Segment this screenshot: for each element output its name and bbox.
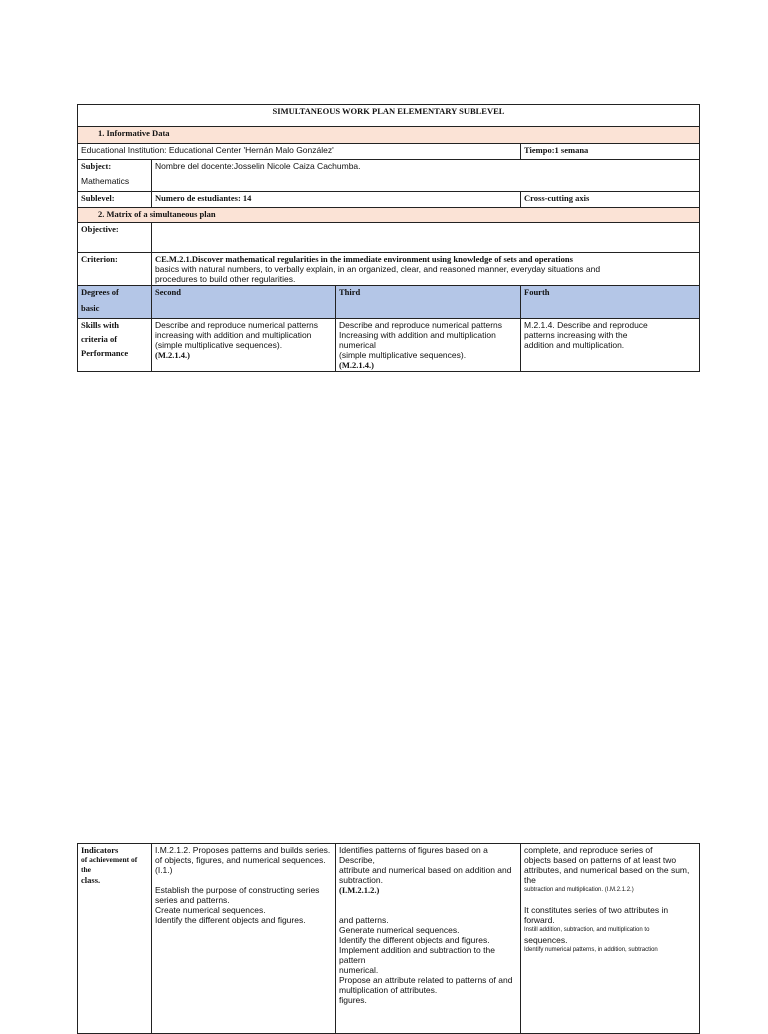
indicator-third-line: attribute and numerical based on addition and subtraction. (339, 865, 512, 885)
work-plan-table (77, 104, 700, 372)
indicator-second-line: of objects, figures, and numerical sequences. (155, 855, 326, 865)
indicators-label-2: of achievement of the (81, 855, 138, 874)
students-cell: Numero de estudiantes: 14 (152, 192, 521, 208)
indicator-third-code: (I.M.2.1.2.) (339, 885, 380, 895)
indicator-third-line: figures. (339, 995, 367, 1005)
indicator-third-cell (336, 844, 521, 1034)
indicators-label (78, 844, 152, 1034)
skill-third-code: (M.2.1.4.) (339, 360, 374, 370)
degrees-label-2: basic (81, 303, 100, 313)
criterion-line-2: basics with natural numbers, to verbally explain, in an organized, clear, and reasoned manner, everyday situations and (155, 264, 601, 274)
subject-value: Mathematics (81, 176, 130, 186)
skill-third-line: (simple multiplicative sequences). (339, 350, 467, 360)
indicator-second-cell (152, 844, 336, 1034)
indicator-third-line: Generate numerical sequences. (339, 925, 460, 935)
indicator-fourth-line: subtraction and multiplication. (I.M.2.1.2.) (524, 887, 634, 893)
objective-label: Objective: (78, 223, 152, 253)
criterion-line-3: procedures to build other regularities. (155, 274, 296, 284)
skill-second-line: increasing with addition and multiplication (155, 330, 312, 340)
indicator-second-line: series and patterns. (155, 895, 230, 905)
indicator-fourth-line: It constitutes series of two attributes in (524, 905, 669, 915)
section-matrix: 2. Matrix of a simultaneous plan (78, 208, 700, 223)
indicator-fourth-line: Identify numerical patterns, in addition, subtraction (524, 947, 658, 953)
skills-label-3: Performance (81, 348, 129, 358)
skill-third-line: Increasing with addition and multiplication numerical (339, 330, 496, 350)
skill-fourth-line: addition and multiplication. (524, 340, 625, 350)
indicator-second-line: Create numerical sequences. (155, 905, 266, 915)
criterion-label: Criterion: (78, 253, 152, 286)
skill-fourth-line: M.2.1.4. Describe and reproduce (524, 320, 648, 330)
indicator-fourth-cell (521, 844, 700, 1034)
indicators-table (77, 843, 700, 1034)
indicator-second-line: I.M.2.1.2. Proposes patterns and builds series. (155, 845, 331, 855)
objective-value (152, 223, 700, 253)
indicator-third-line: numerical. (339, 965, 379, 975)
skill-third-line: Describe and reproduce numerical patterns (339, 320, 503, 330)
indicator-third-line: Identifies patterns of figures based on a Describe, (339, 845, 488, 865)
institution-cell: Educational Institution: Educational Center 'Hernán Malo González' (78, 144, 521, 160)
grade-third: Third (336, 286, 521, 319)
tiempo-cell: Tiempo:1 semana (521, 144, 700, 160)
crosscutting-cell: Cross-cutting axis (521, 192, 700, 208)
indicator-fourth-line: forward. (524, 915, 555, 925)
degrees-label-1: Degrees of (81, 287, 119, 297)
indicators-label-1: Indicators (81, 845, 119, 855)
skill-fourth-cell (521, 319, 700, 372)
skill-fourth-line: patterns increasing with the (524, 330, 628, 340)
indicator-second-line: Establish the purpose of constructing series (155, 885, 320, 895)
skill-second-line: (simple multiplicative sequences). (155, 340, 283, 350)
criterion-value (152, 253, 700, 286)
grade-fourth: Fourth (521, 286, 700, 319)
indicator-third-line: Propose an attribute related to patterns of and multiplication of attributes. (339, 975, 513, 995)
indicator-fourth-line: Instill addition, subtraction, and multiplication to (524, 927, 650, 933)
degrees-label (78, 286, 152, 319)
skills-label-2: criteria of (81, 334, 118, 344)
criterion-line-1: CE.M.2.1.Discover mathematical regularities in the immediate environment using knowledge of sets and operations (155, 254, 573, 264)
indicator-third-line: Implement addition and subtraction to the pattern (339, 945, 495, 965)
skill-second-line: Describe and reproduce numerical patterns (155, 320, 319, 330)
skills-label-1: Skills with (81, 320, 120, 330)
subject-cell (78, 160, 152, 192)
indicator-fourth-line: attributes, and numerical based on the sum, the (524, 865, 690, 885)
grade-second: Second (152, 286, 336, 319)
indicator-third-line: Identify the different objects and figures. (339, 935, 490, 945)
indicator-third-line: and patterns. (339, 915, 389, 925)
sublevel-label: Sublevel: (78, 192, 152, 208)
indicator-second-line: (I.1.) (155, 865, 173, 875)
indicator-fourth-line: objects based on patterns of at least two (524, 855, 677, 865)
skills-label (78, 319, 152, 372)
table-title: SIMULTANEOUS WORK PLAN ELEMENTARY SUBLEVEL (78, 105, 700, 127)
teacher-cell: Nombre del docente:Josselin Nicole Caiza Cachumba. (152, 160, 700, 192)
indicator-fourth-line: complete, and reproduce series of (524, 845, 653, 855)
subject-label: Subject: (81, 161, 112, 171)
indicator-second-line: Identify the different objects and figures. (155, 915, 306, 925)
skill-third-cell (336, 319, 521, 372)
skill-second-cell (152, 319, 336, 372)
skill-second-code: (M.2.1.4.) (155, 350, 190, 360)
indicators-label-3: class. (81, 875, 101, 885)
section-informative-data: 1. Informative Data (78, 127, 700, 144)
indicator-fourth-line: sequences. (524, 935, 568, 945)
